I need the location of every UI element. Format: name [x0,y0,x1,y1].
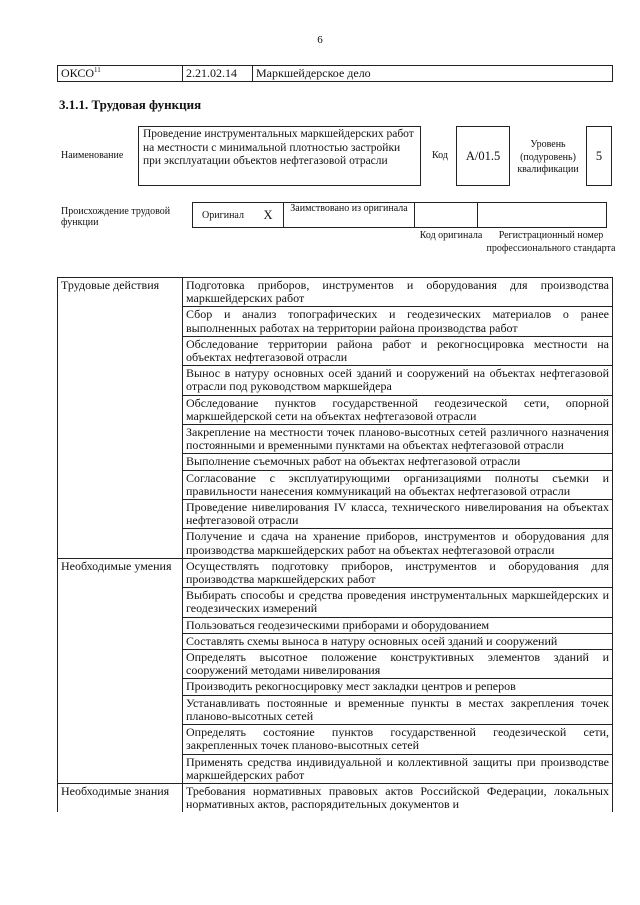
original-code-cell [415,203,478,228]
section-item: Определять высотное положение конструктивных элементов зданий и сооружений методами нивелирования [183,650,613,679]
reg-number-cell [478,203,607,228]
section-title: Необходимые умения [58,558,183,783]
origin-table [192,202,607,228]
section-item: Закрепление на местности точек планово-высотных сетей различного назначения постоянными и временными пунктами на объектах нефтегазовой отрасли [183,425,613,454]
code-label: Код [432,150,448,161]
table-row [58,783,613,812]
table-row [58,558,613,587]
original-mark: X [253,203,284,228]
origin-label: Происхождение трудовой функции [61,206,171,228]
reg-number-label: Регистрационный номер профессионального стандарта [486,230,616,254]
name-label: Наименование [61,150,124,161]
section-item: Требования нормативных правовых актов Российской Федерации, локальных нормативных актов, распорядительных документов и [183,783,613,812]
original-label: Оригинал [193,203,254,228]
section-title: Трудовые действия [58,278,183,559]
section-item: Применять средства индивидуальной и коллективной защиты при производстве маркшейдерских работ [183,754,613,783]
function-details-table [57,277,613,812]
section-item: Определять состояние пунктов государственной геодезической сети, закрепленных точек планово-высотных сетей [183,725,613,754]
function-name: Проведение инструментальных маркшейдерских работ на местности с минимальной плотностью застройки при эксплуатации объектов нефтегазовой отрасли [138,126,421,186]
section-item: Устанавливать постоянные и временные пункты в местах закрепления точек планово-высотных сетей [183,695,613,724]
table-row [58,278,613,307]
okso-name: Маркшейдерское дело [253,66,613,82]
section-item: Обследование пунктов государственной геодезической сети, опорной маркшейдерской сети на объектах нефтегазовой отрасли [183,395,613,424]
section-item: Получение и сдача на хранение приборов, инструментов и оборудования для производства маркшейдерских работ на объектах нефтегазовой отрасли [183,529,613,558]
okso-code: 2.21.02.14 [183,66,253,82]
section-item: Осуществлять подготовку приборов, инструментов и оборудования для производства маркшейдерских работ [183,558,613,587]
section-heading: 3.1.1. Трудовая функция [59,97,202,112]
section-item: Проведение нивелирования IV класса, технического нивелирования на объектах нефтегазовой отрасли [183,500,613,529]
okso-label-cell [58,66,183,82]
qualification-level-label: Уровень (подуровень) квалификации [517,139,579,175]
section-item: Выбирать способы и средства проведения инструментальных маркшейдерских и геодезических измерений [183,588,613,617]
okso-footnote: 11 [94,66,101,74]
section-item: Составлять схемы выноса в натуру основных осей зданий и сооружений [183,633,613,649]
section-item: Пользоваться геодезическими приборами и оборудованием [183,617,613,633]
section-title: Необходимые знания [58,783,183,812]
section-item: Обследование территории района работ и рекогносцировка местности на объектах нефтегазовой отрасли [183,336,613,365]
section-item: Выполнение съемочных работ на объектах нефтегазовой отрасли [183,454,613,470]
borrowed-label: Заимствовано из оригинала [284,203,415,228]
okso-label: ОКСО [61,66,95,80]
section-item: Производить рекогносцировку мест закладки центров и реперов [183,679,613,695]
page-number: 6 [317,34,323,46]
section-item: Сбор и анализ топографических и геодезических материалов о ранее выполненных работах на территории района производства работ [183,307,613,336]
function-code: A/01.5 [456,126,510,186]
okso-table [57,65,613,82]
section-item: Согласование с эксплуатирующими организациями полноты съемки и правильности нанесения коммуникаций на объектах нефтегазовой отрасли [183,470,613,499]
section-item: Вынос в натуру основных осей зданий и сооружений на объектах нефтегазовой отрасли под руководством маркшейдера [183,366,613,395]
section-item: Подготовка приборов, инструментов и оборудования для производства маркшейдерских работ [183,278,613,307]
original-code-label: Код оригинала [419,230,483,241]
qualification-level: 5 [586,126,612,186]
